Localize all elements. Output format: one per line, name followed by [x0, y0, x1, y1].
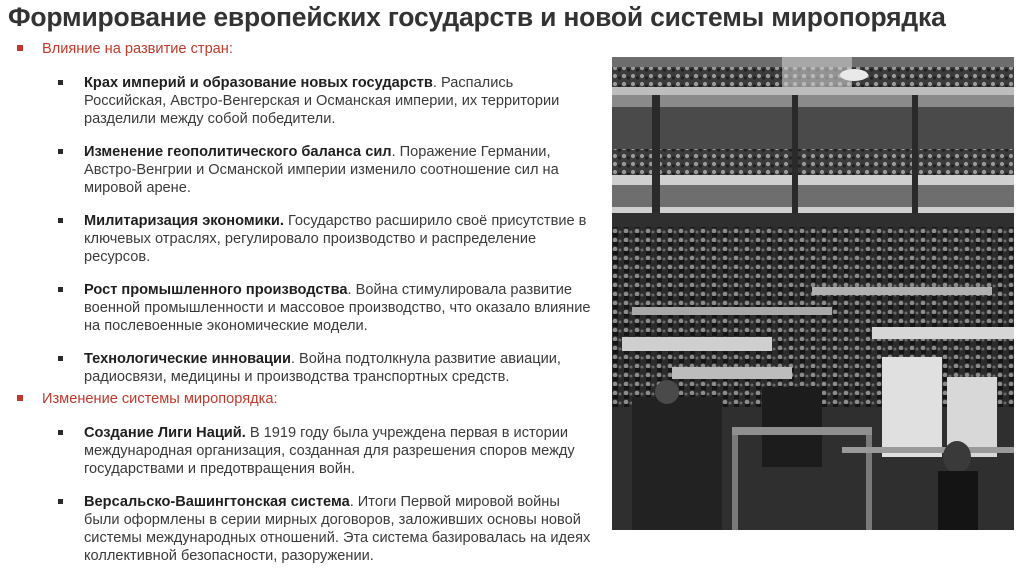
- item-title: Создание Лиги Наций.: [84, 425, 246, 441]
- list-item: [0, 143, 605, 197]
- item-text: . Поражение Германии, Австро-Венгрии и Османской империи изменило соотношение сил на мировой арене.: [84, 144, 559, 196]
- bullet-icon: [58, 287, 63, 292]
- item-text: В 1919 году была учреждена первая в истории международная организация, созданная для разрешения споров между государствами и предотвращения войн.: [84, 425, 575, 477]
- bullet-icon: [58, 356, 63, 361]
- list-item: [0, 424, 605, 478]
- section-heading-influence: [0, 40, 605, 58]
- assembly-hall-illustration: [612, 57, 1014, 530]
- slide-title: Формирование европейских государств и новой системы миропорядка: [8, 2, 946, 32]
- bullet-icon: [58, 430, 63, 435]
- item-text: . Распались Российская, Австро-Венгерская и Османская империи, их территории разделили между собой победители.: [84, 75, 560, 127]
- section-heading-text: Влияние на развитие стран:: [42, 41, 233, 57]
- item-text: . Война подтолкнула развитие авиации, радиосвязи, медицины и производства транспортных средств.: [84, 351, 561, 385]
- section-heading-world-order: [0, 390, 605, 408]
- slide-content: [0, 40, 605, 565]
- list-item: [0, 281, 605, 335]
- section-heading-text: Изменение системы миропорядка:: [42, 391, 278, 407]
- item-text: . Война стимулировала развитие военной промышленности и массовое производство, что оказало влияние на послевоенные экономические модели.: [84, 282, 591, 334]
- section-bullet-icon: [17, 45, 23, 51]
- item-title: Крах империй и образование новых государств: [84, 75, 433, 91]
- item-title: Изменение геополитического баланса сил: [84, 144, 392, 160]
- item-title: Версальско-Вашингтонская система: [84, 494, 350, 510]
- item-title: Рост промышленного производства: [84, 282, 348, 298]
- item-title: Технологические инновации: [84, 351, 291, 367]
- bullet-icon: [58, 499, 63, 504]
- section-bullet-icon: [17, 395, 23, 401]
- bullet-icon: [58, 80, 63, 85]
- bullet-icon: [58, 218, 63, 223]
- list-item: [0, 350, 605, 386]
- list-item: [0, 74, 605, 128]
- item-title: Милитаризация экономики.: [84, 213, 284, 229]
- item-text: Государство расширило своё присутствие в ключевых отраслях, регулировало производство и распределение ресурсов.: [84, 213, 587, 265]
- bullet-icon: [58, 149, 63, 154]
- list-item: [0, 212, 605, 266]
- item-text: . Итоги Первой мировой войны были оформлены в серии мирных договоров, заложивших основы новой системы международных отношений. Эта система базировалась на идеях коллективной безопасности, разоружении.: [84, 494, 591, 564]
- list-item: [0, 493, 605, 565]
- assembly-hall-photo: [612, 57, 1014, 530]
